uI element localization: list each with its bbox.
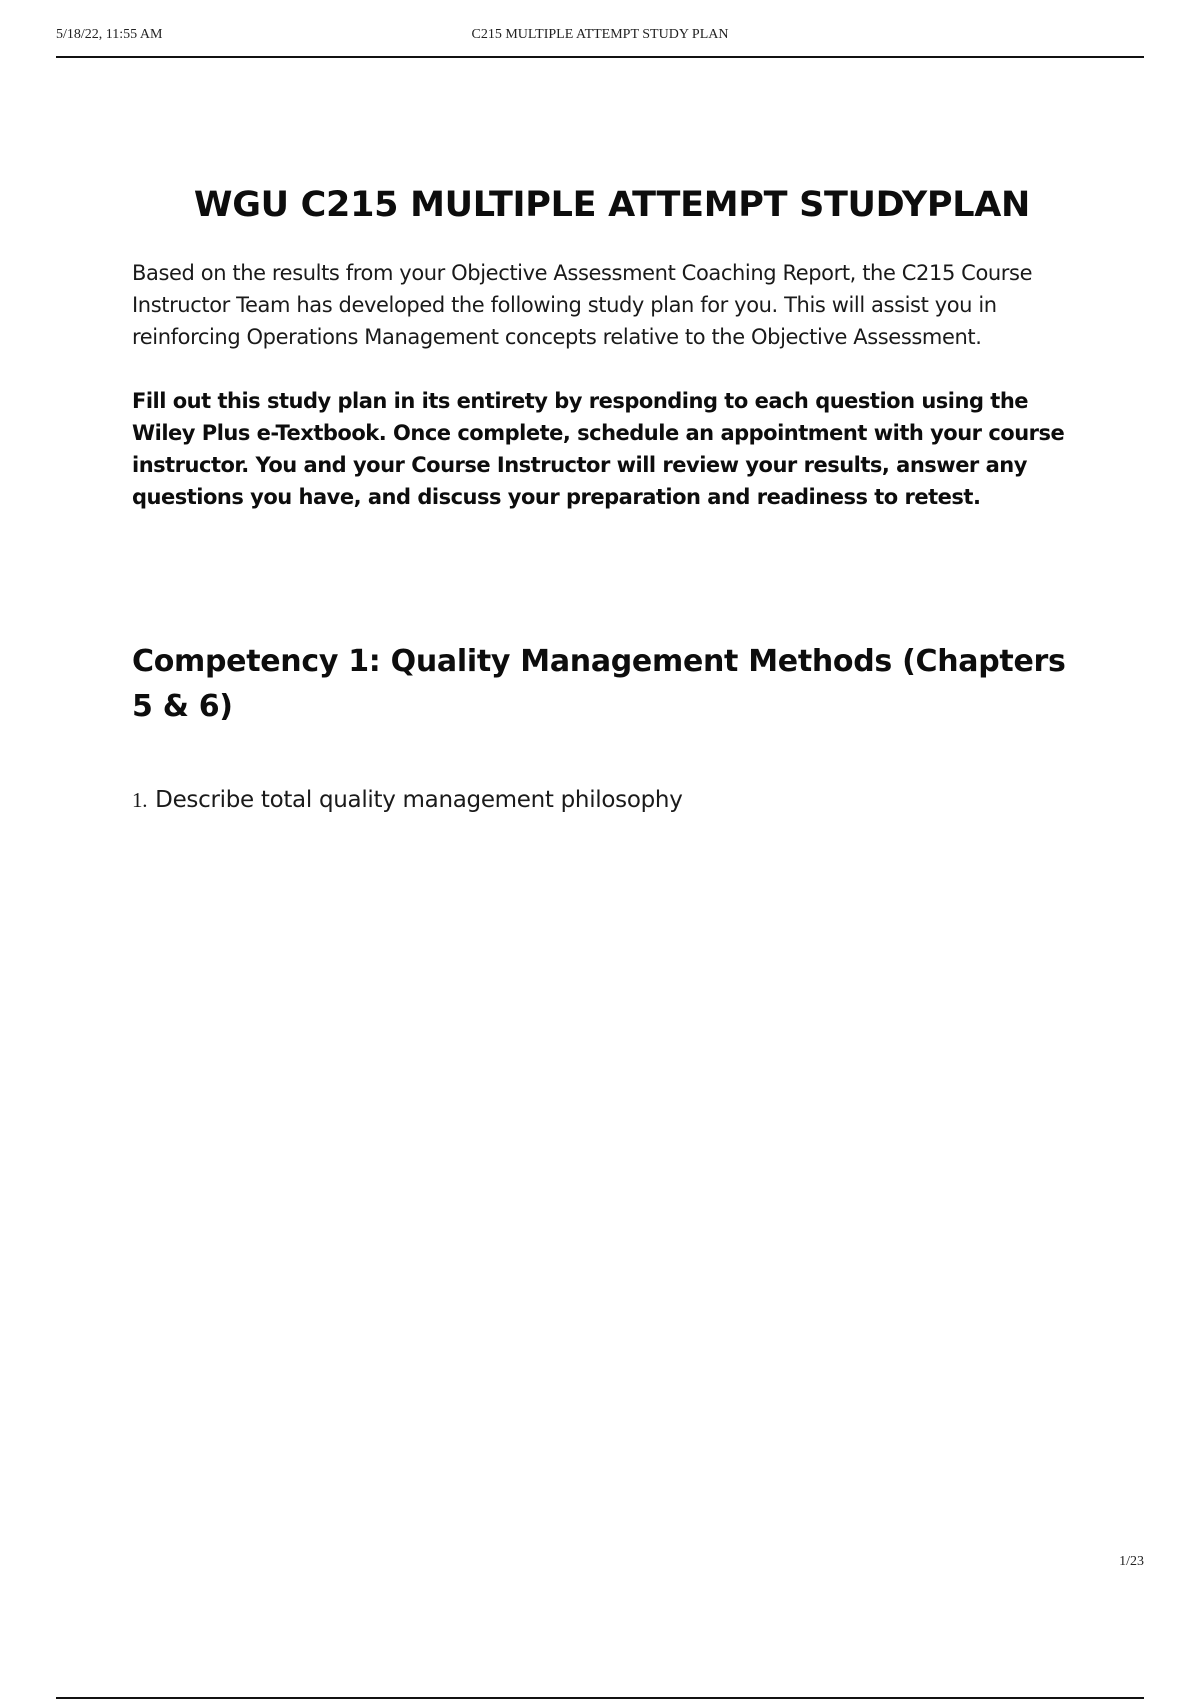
question-text: Describe total quality management philosophy bbox=[155, 787, 683, 813]
document-title: WGU C215 MULTIPLE ATTEMPT STUDYPLAN bbox=[193, 185, 1031, 225]
page-content bbox=[132, 185, 1092, 817]
footer-divider bbox=[56, 1697, 1144, 1699]
question-number: 1. bbox=[132, 788, 148, 812]
print-document-title: C215 MULTIPLE ATTEMPT STUDY PLAN bbox=[471, 27, 729, 42]
print-header bbox=[56, 27, 1144, 55]
instructions-paragraph: Fill out this study plan in its entirety by responding to each question using the Wiley Plus e-Textbook. Once complete, schedule an appointment with your course instructor. You and your Course Instructor will review your results, answer any questions you have, and discuss your preparation and readiness to retest. bbox=[132, 389, 1065, 509]
page-number: 1/23 bbox=[1119, 1554, 1144, 1569]
header-divider bbox=[56, 56, 1144, 58]
competency-heading: Competency 1: Quality Management Methods (Chapters 5 & 6) bbox=[132, 644, 1066, 724]
intro-paragraph: Based on the results from your Objective Assessment Coaching Report, the C215 Course Instructor Team has developed the following study plan for you. This will assist you in reinforcing Operations Management concepts relative to the Objective Assessment. bbox=[132, 261, 1033, 349]
question-item bbox=[132, 783, 1092, 817]
print-timestamp: 5/18/22, 11:55 AM bbox=[56, 27, 163, 42]
question-list bbox=[132, 783, 1092, 817]
